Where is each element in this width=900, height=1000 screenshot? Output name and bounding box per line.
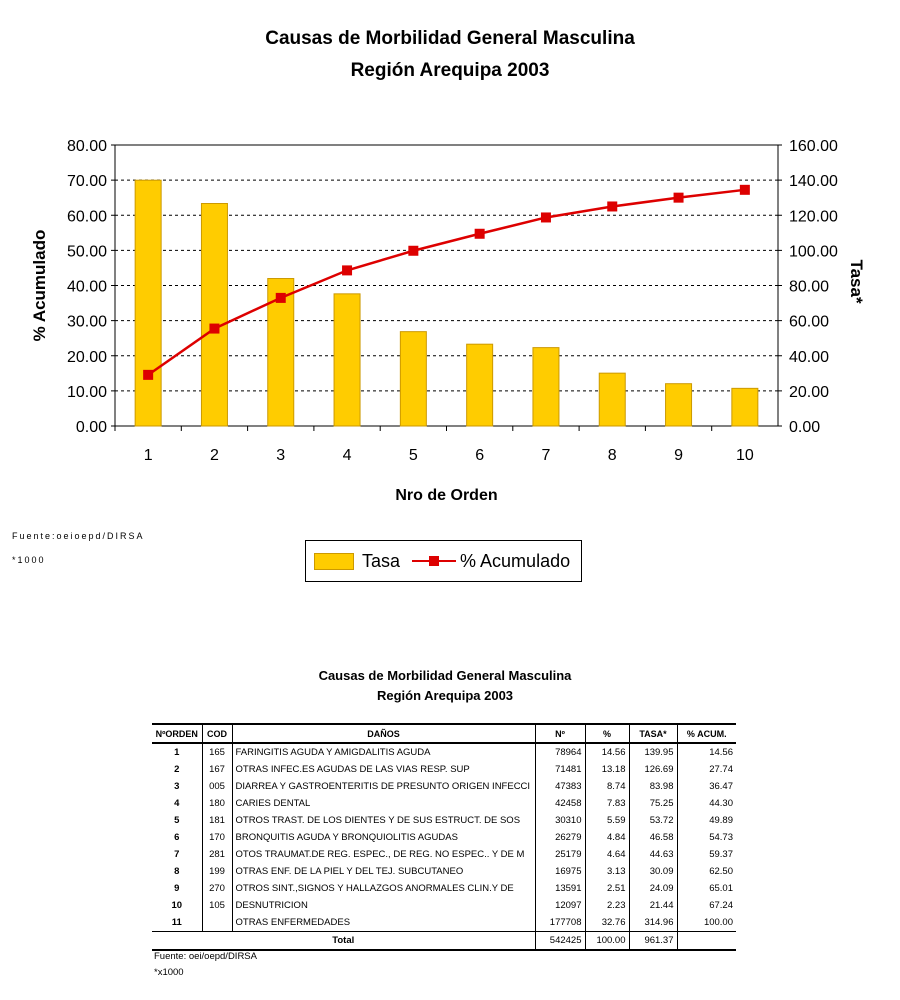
y-tick-label-left: 20.00 — [66, 348, 107, 366]
total-tasa: 961.37 — [629, 932, 677, 951]
cell-acum: 27.74 — [677, 761, 736, 778]
total-acum — [677, 932, 736, 951]
cell-pct: 7.83 — [585, 795, 629, 812]
cell-acum: 67.24 — [677, 897, 736, 914]
bar-tasa — [201, 204, 227, 426]
x-tick-label: 3 — [276, 447, 286, 464]
bar-tasa — [732, 388, 758, 426]
x-tick-label: 6 — [475, 447, 485, 464]
bar-tasa — [666, 384, 692, 426]
cell-orden: 5 — [174, 815, 180, 826]
table-total-row — [152, 932, 736, 951]
header-n: Nº — [535, 724, 585, 743]
chart-source-note: Fuente:oeioepd/DIRSA — [12, 531, 145, 541]
cell-acum: 36.47 — [677, 778, 736, 795]
y-tick-label-right: 60.00 — [789, 313, 830, 331]
bar-tasa — [599, 373, 625, 426]
cell-n: 12097 — [535, 897, 585, 914]
cell-tasa: 21.44 — [629, 897, 677, 914]
table-title: Causas de Morbilidad General Masculina — [318, 668, 572, 683]
total-n: 542425 — [535, 932, 585, 951]
cell-orden: 8 — [174, 866, 180, 877]
y-tick-label-left: 50.00 — [66, 243, 107, 261]
table-row — [152, 863, 736, 880]
cell-dano: OTRAS ENFERMEDADES — [232, 914, 535, 932]
y-tick-label-right: 140.00 — [789, 173, 838, 191]
cell-pct: 2.23 — [585, 897, 629, 914]
x-tick-label: 9 — [674, 447, 684, 464]
table-subtitle: Región Arequipa 2003 — [376, 688, 514, 703]
cell-dano: OTRAS ENF. DE LA PIEL Y DEL TEJ. SUBCUTANEO — [232, 863, 535, 880]
cell-pct: 4.64 — [585, 846, 629, 863]
cell-orden: 7 — [174, 849, 180, 860]
cell-n: 13591 — [535, 880, 585, 897]
point-acumulado — [342, 265, 352, 275]
y-tick-label-right: 20.00 — [789, 383, 830, 401]
cell-orden: 6 — [174, 832, 180, 843]
table-row — [152, 880, 736, 897]
y-tick-label-left: 10.00 — [66, 383, 107, 401]
y-tick-label-left: 70.00 — [66, 173, 107, 191]
cell-cod: 270 — [202, 880, 232, 897]
header-orden: NºORDEN — [152, 724, 202, 743]
cell-cod — [202, 914, 232, 932]
cell-cod: 005 — [202, 778, 232, 795]
header-cod: COD — [202, 724, 232, 743]
y-tick-label-right: 100.00 — [789, 243, 838, 261]
point-acumulado — [740, 185, 750, 195]
cell-n: 30310 — [535, 812, 585, 829]
bar-tasa — [400, 332, 426, 426]
cell-acum: 14.56 — [677, 743, 736, 761]
legend-swatch-tasa — [314, 553, 354, 570]
cell-orden: 11 — [171, 917, 182, 928]
cell-n: 26279 — [535, 829, 585, 846]
cell-acum: 54.73 — [677, 829, 736, 846]
legend-swatch-acumulado — [412, 554, 456, 569]
cell-cod: 199 — [202, 863, 232, 880]
cell-n: 42458 — [535, 795, 585, 812]
cell-dano: OTOS TRAUMAT.DE REG. ESPEC., DE REG. NO ESPEC.. Y DE M — [232, 846, 535, 863]
header-acum: % ACUM. — [677, 724, 736, 743]
cell-tasa: 75.25 — [629, 795, 677, 812]
table-row — [152, 812, 736, 829]
chart-footnote: *1000 — [12, 555, 46, 565]
cell-pct: 8.74 — [585, 778, 629, 795]
table-row — [152, 914, 736, 932]
y-tick-label-right: 160.00 — [789, 138, 838, 155]
legend-label-acumulado: % Acumulado — [460, 550, 571, 571]
cell-dano: DESNUTRICION — [232, 897, 535, 914]
cell-tasa: 83.98 — [629, 778, 677, 795]
header-pct: % — [585, 724, 629, 743]
cell-tasa: 24.09 — [629, 880, 677, 897]
cell-pct: 3.13 — [585, 863, 629, 880]
cell-orden: 1 — [174, 747, 180, 758]
cell-cod: 167 — [202, 761, 232, 778]
cell-pct: 4.84 — [585, 829, 629, 846]
y-tick-label-right: 80.00 — [789, 278, 830, 296]
total-pct: 100.00 — [585, 932, 629, 951]
cell-acum: 62.50 — [677, 863, 736, 880]
y-tick-label-right: 40.00 — [789, 348, 830, 366]
header-tasa: TASA* — [629, 724, 677, 743]
cell-orden: 9 — [174, 883, 180, 894]
bar-tasa — [334, 294, 360, 426]
table-row — [152, 743, 736, 761]
cell-dano: OTROS SINT.,SIGNOS Y HALLAZGOS ANORMALES CLIN.Y DE — [232, 880, 535, 897]
cell-tasa: 46.58 — [629, 829, 677, 846]
cell-tasa: 30.09 — [629, 863, 677, 880]
chart-subtitle: Región Arequipa 2003 — [350, 60, 550, 81]
point-acumulado — [541, 212, 551, 222]
cell-cod: 180 — [202, 795, 232, 812]
point-acumulado — [674, 193, 684, 203]
cell-acum: 44.30 — [677, 795, 736, 812]
cell-orden: 4 — [174, 798, 180, 809]
cell-pct: 2.51 — [585, 880, 629, 897]
cell-pct: 5.59 — [585, 812, 629, 829]
cell-n: 16975 — [535, 863, 585, 880]
cell-dano: OTROS TRAST. DE LOS DIENTES Y DE SUS ESTRUCT. DE SOS — [232, 812, 535, 829]
point-acumulado — [209, 324, 219, 334]
point-acumulado — [607, 201, 617, 211]
x-tick-label: 10 — [735, 447, 754, 464]
point-acumulado — [143, 370, 153, 380]
x-tick-label: 5 — [408, 447, 418, 464]
legend-label-tasa: Tasa — [362, 550, 401, 571]
x-tick-label: 4 — [342, 447, 352, 464]
cell-acum: 59.37 — [677, 846, 736, 863]
table-row — [152, 795, 736, 812]
cell-acum: 100.00 — [677, 914, 736, 932]
cell-tasa: 126.69 — [629, 761, 677, 778]
table-source-note: Fuente: oei/oepd/DIRSA — [154, 951, 257, 962]
y-tick-label-right: 0.00 — [789, 419, 821, 436]
point-acumulado — [276, 293, 286, 303]
cell-tasa: 139.95 — [629, 743, 677, 761]
table-row — [152, 829, 736, 846]
y-tick-label-left: 60.00 — [66, 208, 107, 226]
y-tick-label-left: 80.00 — [66, 138, 107, 155]
cell-n: 71481 — [535, 761, 585, 778]
x-tick-label: 8 — [607, 447, 617, 464]
cell-cod: 165 — [202, 743, 232, 761]
y-tick-label-left: 40.00 — [66, 278, 107, 296]
morbidity-table — [152, 723, 736, 951]
cell-cod: 170 — [202, 829, 232, 846]
y-tick-label-left: 30.00 — [66, 313, 107, 331]
total-label: Total — [152, 932, 535, 951]
x-axis-title: Nro de Orden — [395, 487, 498, 504]
cell-tasa: 44.63 — [629, 846, 677, 863]
x-tick-label: 2 — [209, 447, 219, 464]
y-tick-label-right: 120.00 — [789, 208, 838, 226]
table-row — [152, 897, 736, 914]
cell-n: 47383 — [535, 778, 585, 795]
chart-title: Causas de Morbilidad General Masculina — [265, 28, 635, 49]
cell-dano: CARIES DENTAL — [232, 795, 535, 812]
cell-orden: 2 — [174, 764, 180, 775]
cell-orden: 3 — [174, 781, 180, 792]
point-acumulado — [475, 229, 485, 239]
table-row — [152, 761, 736, 778]
cell-acum: 49.89 — [677, 812, 736, 829]
cell-tasa: 314.96 — [629, 914, 677, 932]
y-tick-label-left: 0.00 — [75, 419, 107, 436]
cell-cod: 181 — [202, 812, 232, 829]
cell-n: 25179 — [535, 846, 585, 863]
cell-cod: 105 — [202, 897, 232, 914]
line-acumulado — [148, 190, 745, 375]
bar-tasa — [533, 348, 559, 426]
bar-tasa — [135, 180, 161, 426]
cell-acum: 65.01 — [677, 880, 736, 897]
cell-cod: 281 — [202, 846, 232, 863]
chart-legend — [305, 540, 582, 582]
cell-dano: BRONQUITIS AGUDA Y BRONQUIOLITIS AGUDAS — [232, 829, 535, 846]
cell-tasa: 53.72 — [629, 812, 677, 829]
point-acumulado — [408, 246, 418, 256]
cell-dano: OTRAS INFEC.ES AGUDAS DE LAS VIAS RESP. SUP — [232, 761, 535, 778]
cell-n: 177708 — [535, 914, 585, 932]
cell-pct: 13.18 — [585, 761, 629, 778]
cell-orden: 10 — [171, 900, 183, 911]
table-header-row — [152, 724, 736, 743]
y-axis-title-right: Tasa* — [847, 259, 866, 304]
table-row — [152, 846, 736, 863]
bar-tasa — [467, 344, 493, 426]
x-tick-label: 1 — [143, 447, 153, 464]
cell-pct: 32.76 — [585, 914, 629, 932]
x-tick-label: 7 — [541, 447, 551, 464]
table-footnote: *x1000 — [154, 967, 184, 978]
cell-n: 78964 — [535, 743, 585, 761]
header-danos: DAÑOS — [232, 724, 535, 743]
cell-dano: FARINGITIS AGUDA Y AMIGDALITIS AGUDA — [232, 743, 535, 761]
cell-dano: DIARREA Y GASTROENTERITIS DE PRESUNTO ORIGEN INFECCI — [232, 778, 535, 795]
cell-pct: 14.56 — [585, 743, 629, 761]
table-row — [152, 778, 736, 795]
y-axis-title-left: % Acumulado — [30, 229, 49, 342]
